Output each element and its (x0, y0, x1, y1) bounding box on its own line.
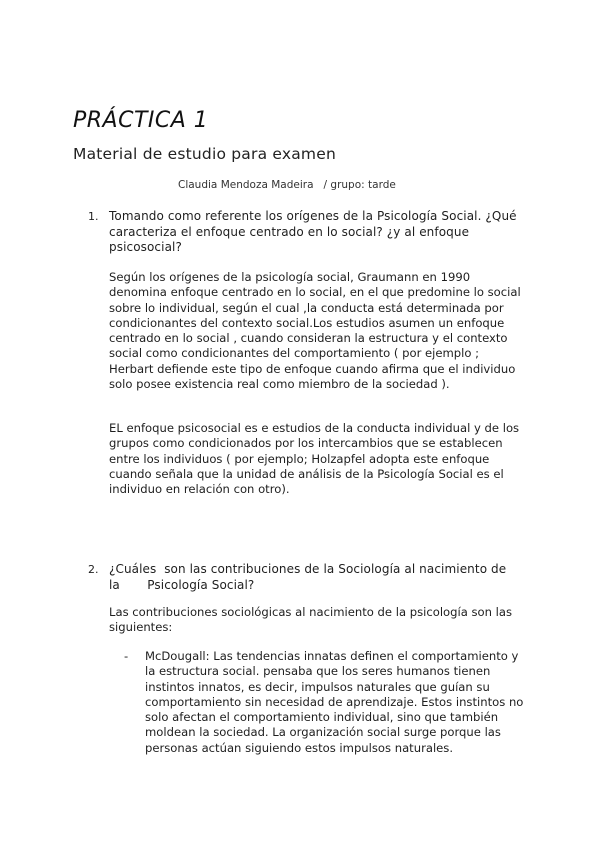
bullet-text: McDougall: Las tendencias innatas definen el comportamiento y la estructura social. pensaba que los seres humanos tienen instintos innatos, es decir, impulsos naturales que guían su comportamiento sin necesidad de aprendizaje. Estos instintos no solo afectan el comportamiento individual, sino que también moldean la sociedad. La organización social surge porque las personas actúan siguiendo estos impulsos naturales. (145, 649, 524, 755)
question-2-text: ¿Cuáles son las contribuciones de la Sociología al nacimiento de la Psicología Social? (109, 562, 511, 592)
question-2-number: 2. (88, 563, 99, 576)
question-1-text: Tomando como referente los orígenes de la Psicología Social. ¿Qué caracteriza el enfoque centrado en lo social? ¿y al enfoque psicosocial? (109, 209, 517, 254)
question-1-answer-paragraph-1: Según los orígenes de la psicología social, Graumann en 1990 denomina enfoque centrado en lo social, en el que predomine lo social sobre lo individual, según el cual ,la conducta está determinada por condicionantes del contexto social.Los estudios asumen un enfoque centrado en lo social , cuando consideran la estructura y el contexto social como condicionantes del comportamiento ( por ejemplo ; Herbart defiende este tipo de enfoque cuando afirma que el individuo solo posee existencia real como miembro de la sociedad ). (109, 270, 521, 392)
author-line: Claudia Mendoza Madeira / grupo: tarde (178, 179, 396, 191)
question-2-bullet-1 (124, 649, 524, 756)
bullet-dash: - (124, 649, 129, 663)
question-2 (88, 562, 518, 593)
question-1-answer-paragraph-2: EL enfoque psicosocial es e estudios de la conducta individual y de los grupos como condicionados por los intercambios que se establecen entre los individuos ( por ejemplo; Holzapfel adopta este enfoque cuando señala que la unidad de análisis de la Psicología Social es el individuo en relación con otro). (109, 421, 520, 497)
page-subtitle: Material de estudio para examen (73, 145, 336, 163)
question-1 (88, 209, 518, 256)
question-1-number: 1. (88, 210, 99, 223)
question-2-answer-paragraph-1: Las contribuciones sociológicas al nacimiento de la psicología son las siguientes: (109, 605, 513, 635)
page-title: PRÁCTICA 1 (73, 108, 209, 133)
